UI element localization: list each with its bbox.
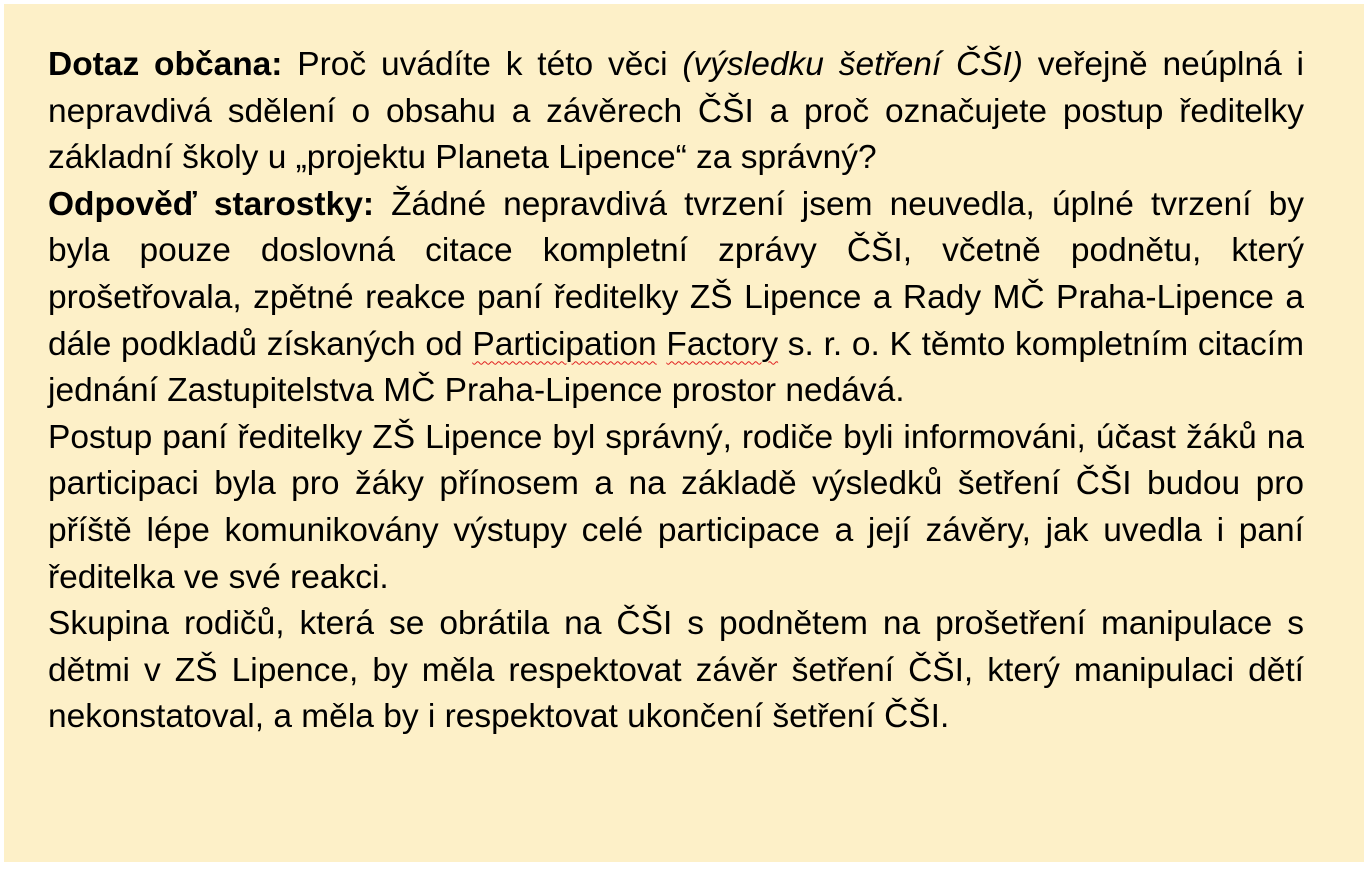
answer-paragraph [48,182,1304,415]
question-label: Dotaz občana: [48,46,283,83]
question-paragraph [48,42,1304,182]
paragraph-3: Postup paní ředitelky ZŠ Lipence byl správný, rodiče byli informováni, účast žáků na participaci byla pro žáky přínosem a na základě výsledků šetření ČŠI budou pro příště lépe komunikovány výstupy celé participace a její závěry, jak uvedla i paní ředitelka ve své reakci. [48,418,1304,596]
answer-space [657,326,667,363]
spellcheck-flagged-word[interactable]: Factory [666,325,779,363]
document-body [48,42,1304,741]
answer-text-end: s. r. o. K těmto kompletním citacím jednání Zastupitelstva MČ Praha-Lipence prostor nedává. [48,325,1304,410]
text-box [4,4,1364,862]
spellcheck-flagged-word[interactable]: Participation [472,325,657,363]
paragraph-4: Skupina rodičů, která se obrátila na ČŠI s podnětem na prošetření manipulace s dětmi v ZŠ Lipence, by měla respektovat závěr šetření ČŠI, který manipulaci dětí nekonstatoval, a měla by i respektovat ukončení šetření ČŠI. [48,605,1304,736]
answer-label: Odpověď starostky: [48,185,374,223]
question-italic-text: (výsledku šetření ČŠI) [682,46,1023,83]
question-text-end: veřejně neúplná i nepravdivá sdělení o obsahu a závěrech ČŠI a proč označujete postup ředitelky základní školy u „projektu Planeta Lipence“ za správný? [48,46,1304,177]
question-text-start: Proč uvádíte k této věci [282,46,683,83]
answer-text-start: Žádné nepravdivá tvrzení jsem neuvedla, úplné tvrzení by byla pouze doslovná citace kompletní zprávy ČŠI, včetně podnětu, který prošetřovala, zpětné reakce paní ředitelky ZŠ Lipence a Rady MČ Praha-Lipence a dále podkladů získaných od [48,185,1304,363]
